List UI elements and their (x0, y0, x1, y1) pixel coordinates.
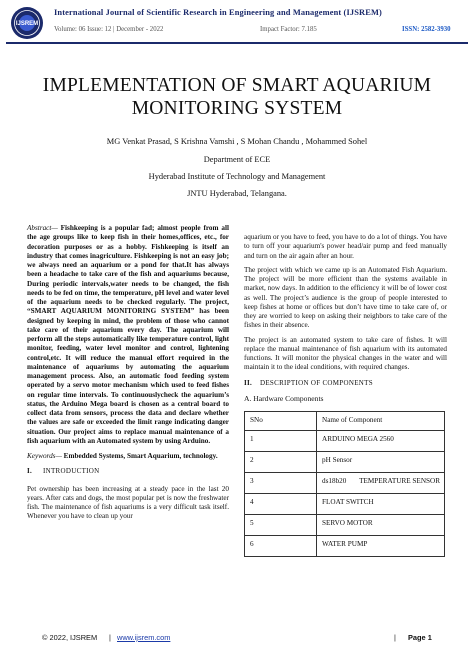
section-number: I. (27, 467, 33, 476)
footer-website-link[interactable]: www.ijsrem.com (117, 633, 171, 642)
abstract (27, 224, 229, 446)
intro-paragraph: Pet ownership has been increasing at a steady pace in the last 20 years. After cats and dogs, the most popular pet is now the freshwater fish. The maintenance of fish aquariums is a very difficult task itself. Whenever you have to clean up your (27, 484, 229, 521)
section-title: DESCRIPTION OF COMPONENTS (260, 378, 373, 387)
body-paragraph: The project is an automated system to take care of fishes. It will replace the manual maintenance of fish aquarium with its automated functions. It will monitor the physical changes in the water and will maintain it to the ideal conditions, with required changes. (244, 335, 447, 372)
table-cell: ARDUINO MEGA 2560 (317, 431, 445, 452)
table-cell-part: TEMPERATURE SENSOR (359, 477, 440, 485)
university: JNTU Hyderabad, Telangana. (187, 189, 287, 198)
page-footer (0, 630, 474, 648)
impact-factor: Impact Factor: 7.185 (260, 26, 317, 33)
table-cell (317, 473, 445, 494)
journal-logo (10, 6, 44, 40)
abstract-label: Abstract— (27, 224, 58, 232)
table-header-row (245, 412, 445, 431)
table-header-cell: Name of Component (317, 412, 445, 431)
footer-copyright: © 2022, IJSREM (42, 633, 98, 642)
table-cell: 5 (245, 515, 317, 536)
footer-separator: | (394, 633, 396, 642)
issn: ISSN: 2582-3930 (402, 26, 451, 33)
volume-issue: Volume: 06 Issue: 12 | December - 2022 (54, 26, 164, 33)
table-cell: 6 (245, 536, 317, 557)
section-title: INTRODUCTION (43, 467, 100, 476)
table-row (245, 536, 445, 557)
header-divider (6, 42, 468, 44)
logo-text: IJSREM (15, 21, 39, 28)
left-column (27, 224, 229, 522)
body-paragraph: aquarium or you have to feed, you have to do a lot of things. You have to turn off your aquarium's power head/air pump and feed manually and turn on the air again after an hour. (244, 233, 447, 260)
journal-title: International Journal of Scientific Research in Engineering and Management (IJSREM) (54, 8, 382, 17)
section-heading-introduction (27, 467, 229, 476)
paper-title: IMPLEMENTATION OF SMART AQUARIUM MONITORING SYSTEM (42, 75, 432, 119)
table-row (245, 452, 445, 473)
subsection-heading: A. Hardware Components (244, 393, 324, 403)
table-row (245, 473, 445, 494)
table-header-cell: SNo (245, 412, 317, 431)
institution: Hyderabad Institute of Technology and Management (148, 172, 326, 181)
keywords-label: Keywords— (27, 452, 62, 460)
section-heading-components (244, 379, 447, 388)
table-cell: 4 (245, 494, 317, 515)
table-cell: 2 (245, 452, 317, 473)
table-cell: WATER PUMP (317, 536, 445, 557)
table-cell: SERVO MOTOR (317, 515, 445, 536)
table-row (245, 494, 445, 515)
keywords (27, 452, 229, 461)
section-number: II. (244, 378, 253, 387)
body-paragraph: The project with which we came up is an Automated Fish Aquarium. The project will be more efficient than the systems available in market, now days. In addition to the efficiency it will be of lower cost as well. The project’s audience is the group of people interested to keep fishes at home or offices but don’t have time to take care of, or they are worried to keep on asking their neighbors to take care of the fishes in their absence. (244, 265, 447, 330)
footer-separator: | (109, 633, 111, 642)
abstract-text: Fishkeeping is a popular fad; almost people from all the age groups like to keep fish in their homes,offices, etc., for decoration purposes or as a hobby. Fishkeeping is itself an industry that comes inagriculture. Fishkeeping is not an easy job; we always need an aquarium or a pond for that.It has always been a headache to take care of the fish and aquariums because, During periodic intervals,water needs to be changed, the fish needs to be fed on time, the temperature, pH level and water level of the aquarium needs to be checked regularly. The project, “SMART AQUARIUM MONITORING SYSTEM” has been designed by keeping in mind, the problem of those who cannot take care of their aquarium every day. The aquarium will perform all the steps automatically like temperature control, light monitor, feeding, water level monitor and control, lightening control,etc. It will reduce the manual effort required in the maintenance of aquariums by automating the aquarium management process. Also, an automatic food feeding system operated by a servo motor mechanism which used to feed fishes on regular time intervals. To continuouslycheck the aquarium’s status, the Arduino Mega board is chosen as a central board to collect data from sensors, process the data and declare whether the values are safe or exceeded the limit range indicating danger situation. Our project aims to replace manual maintenance of a fish aquarium with an Automated system by using Arduino. (27, 224, 229, 445)
table-cell: pH Sensor (317, 452, 445, 473)
authors: MG Venkat Prasad, S Krishna Vamshi , S Mohan Chandu , Mohammed Sohel (106, 137, 368, 146)
table-row (245, 431, 445, 452)
department: Department of ECE (203, 155, 271, 164)
table-row (245, 515, 445, 536)
table-cell: 1 (245, 431, 317, 452)
components-table (244, 411, 445, 557)
journal-header (6, 4, 468, 40)
table-cell: 3 (245, 473, 317, 494)
footer-page-number: Page 1 (408, 633, 432, 642)
keywords-text: Embedded Systems, Smart Aquarium, technology. (61, 452, 218, 460)
table-cell-part: ds18b20 (322, 477, 347, 485)
right-column (244, 233, 447, 557)
table-cell: FLOAT SWITCH (317, 494, 445, 515)
